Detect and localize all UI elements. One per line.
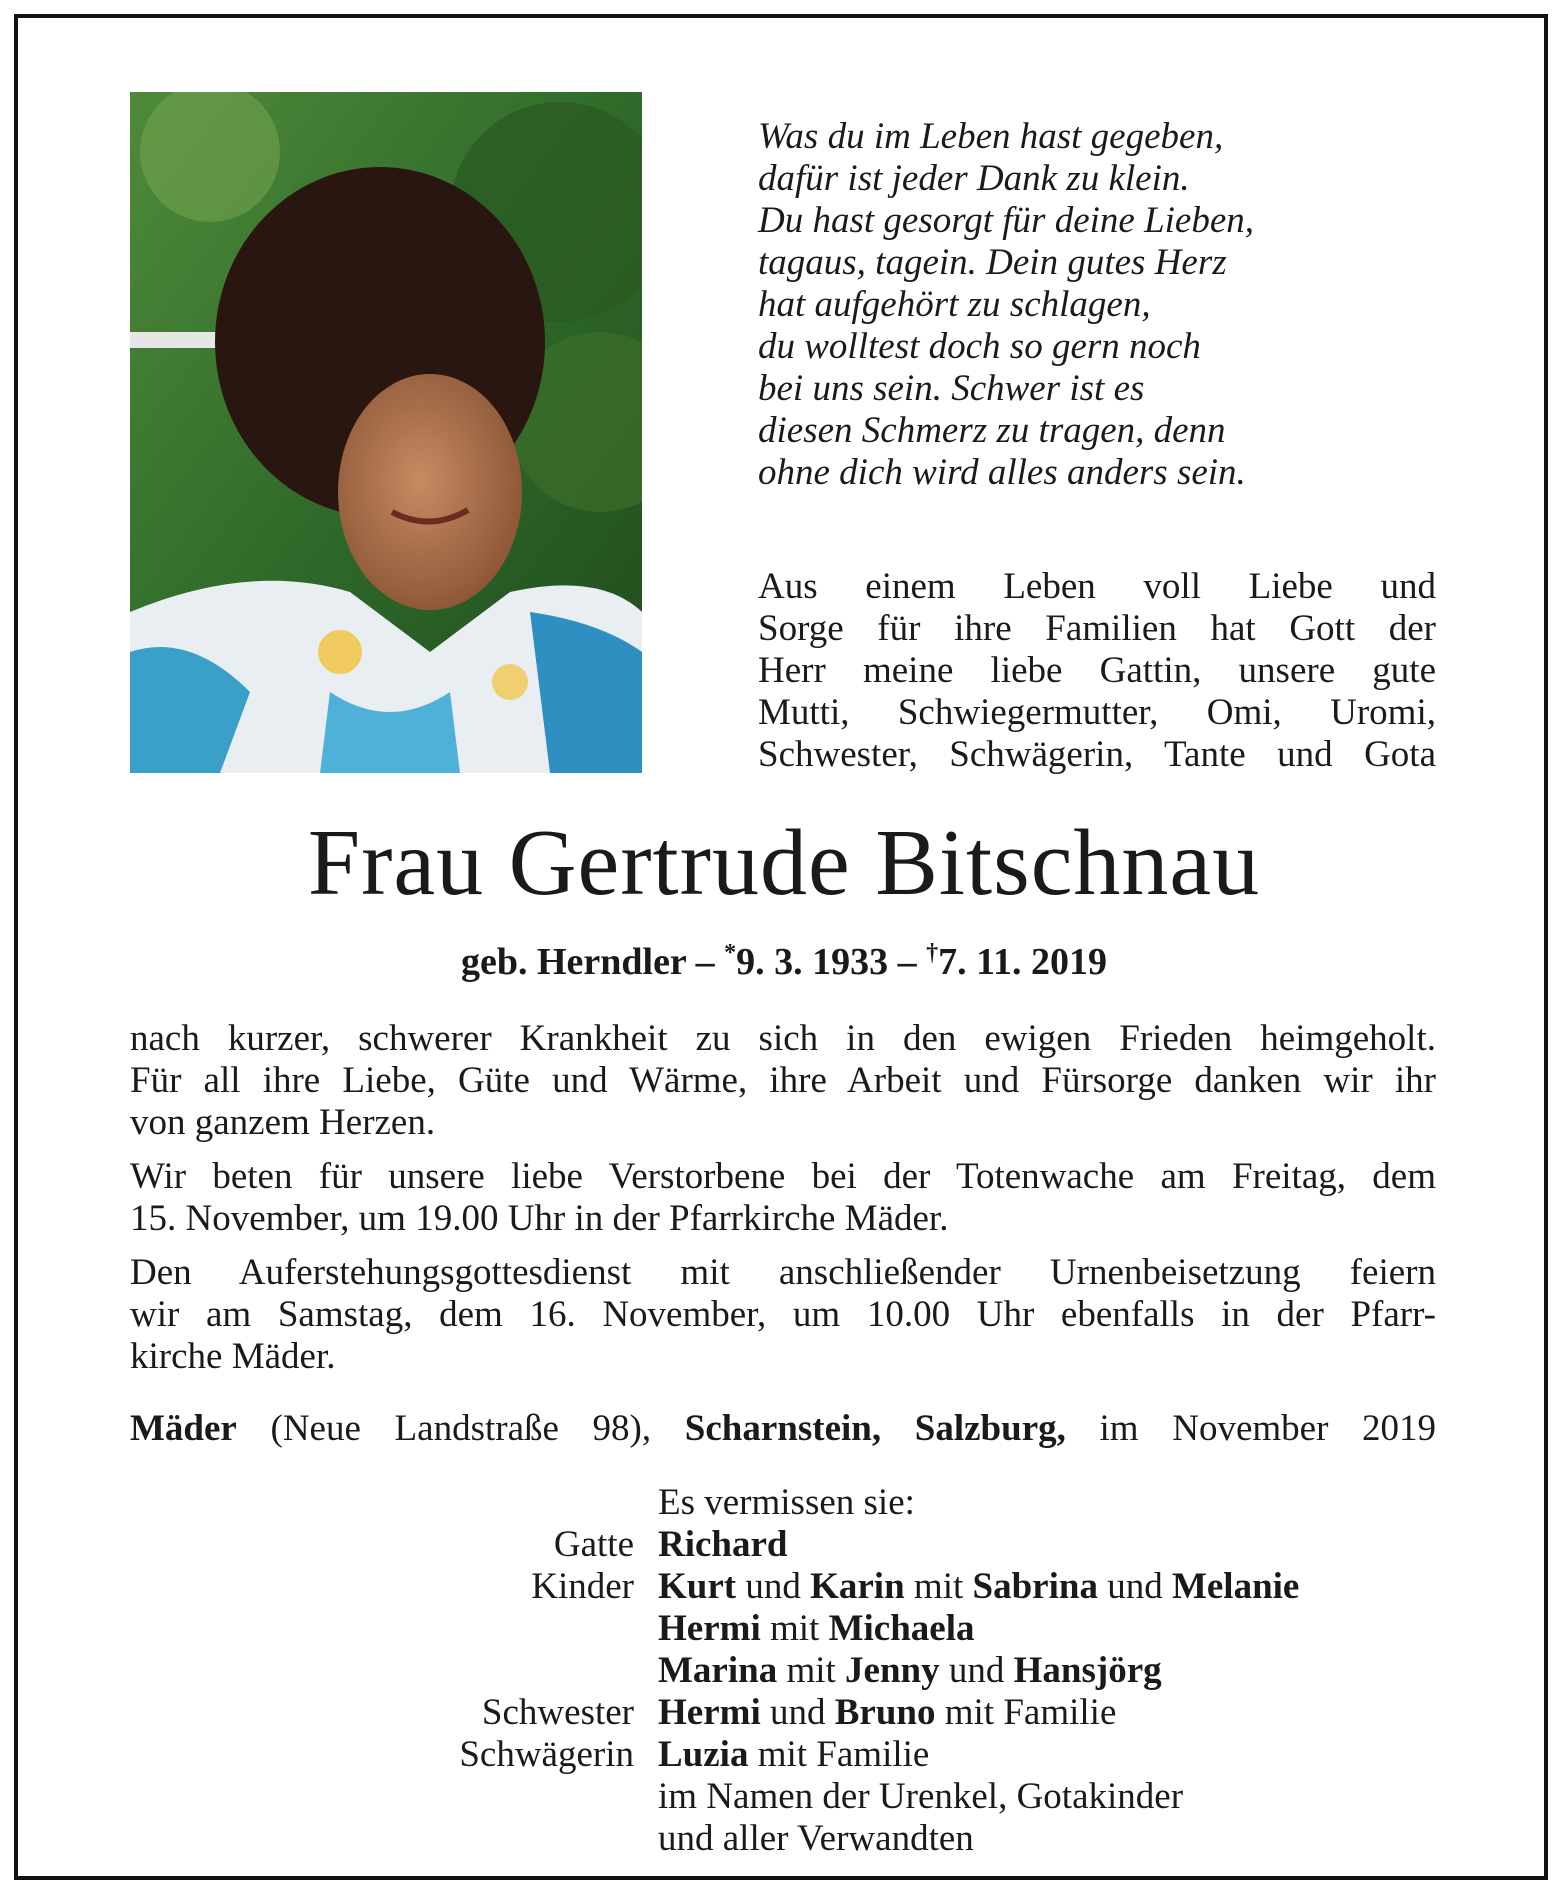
poem-line: hat aufgehört zu schlagen,	[758, 284, 1151, 325]
connector: mit Familie	[757, 1734, 930, 1775]
mourners-closing-row	[300, 1818, 1500, 1860]
mourner-row-kinder	[300, 1566, 1500, 1608]
place-date: im November 2019	[1099, 1408, 1437, 1449]
mourner-row	[300, 1650, 1500, 1692]
poem-line: Du hast gesorgt für deine Lieben,	[758, 200, 1255, 241]
mourner-row-schwester	[300, 1692, 1500, 1734]
text-line: 15. November, um 19.00 Uhr in der Pfarrkirche Mäder.	[130, 1198, 949, 1239]
connector: mit Familie	[944, 1692, 1117, 1733]
intro-line: Schwester, Schwägerin, Tante und Gota	[758, 734, 1436, 775]
mourner-name: Michaela	[828, 1608, 975, 1649]
birth-death-line	[0, 930, 1568, 985]
poem-line: diesen Schmerz zu tragen, denn	[758, 410, 1226, 451]
paragraph-announcement	[130, 1018, 1436, 1144]
poem-line: bei uns sein. Schwer ist es	[758, 368, 1145, 409]
portrait-photo	[130, 92, 642, 773]
relation-label: Kinder	[531, 1566, 634, 1607]
connector: und	[769, 1692, 826, 1733]
mourner-name: Hermi	[658, 1608, 761, 1649]
relation-label: Schwester	[481, 1692, 634, 1733]
dash: –	[897, 941, 917, 983]
connector: mit	[786, 1650, 836, 1691]
poem-line: dafür ist jeder Dank zu klein.	[758, 158, 1190, 199]
mourners-heading: Es vermissen sie:	[658, 1482, 915, 1523]
mourner-name: Karin	[810, 1566, 905, 1607]
poem	[758, 116, 1318, 494]
intro-line: Aus einem Leben voll Liebe und	[758, 566, 1436, 607]
poem-line: Was du im Leben hast gegeben,	[758, 116, 1224, 157]
text-line: wir am Samstag, dem 16. November, um 10.00 Uhr ebenfalls in der Pfarr-	[130, 1294, 1436, 1335]
mourner-name: Sabrina	[972, 1566, 1098, 1607]
poem-line: ohne dich wird alles anders sein.	[758, 452, 1246, 493]
birth-name: geb. Herndler	[460, 941, 687, 983]
text-line: nach kurzer, schwerer Krankheit zu sich in den ewigen Frieden heimgeholt.	[130, 1018, 1436, 1059]
mourners-heading-row	[300, 1482, 1500, 1524]
mourner-name: Jenny	[845, 1650, 940, 1691]
connector: und	[948, 1650, 1005, 1691]
text-line: Den Auferstehungsgottesdienst mit anschließender Urnenbeisetzung feiern	[130, 1252, 1436, 1293]
mourner-name: Melanie	[1171, 1566, 1300, 1607]
intro-line: Mutti, Schwiegermutter, Omi, Uromi,	[758, 692, 1436, 733]
mourner-row	[300, 1608, 1500, 1650]
paragraph-funeral	[130, 1252, 1436, 1378]
mourner-row-schwaegerin	[300, 1734, 1500, 1776]
place-address: (Neue Landstraße 98),	[270, 1408, 652, 1449]
relation-label: Schwägerin	[459, 1734, 634, 1775]
text-line: kirche Mäder.	[130, 1336, 336, 1377]
mourner-row-gatte	[300, 1524, 1500, 1566]
intro-line: Herr meine liebe Gattin, unsere gute	[758, 650, 1436, 691]
paragraph-wake	[130, 1156, 1436, 1240]
text-line: von ganzem Herzen.	[130, 1102, 436, 1143]
mourner-name: Hansjörg	[1013, 1650, 1162, 1691]
closing-line: und aller Verwandten	[658, 1818, 974, 1859]
relation-label: Gatte	[553, 1524, 634, 1565]
place-towns: Scharnstein, Salzburg,	[684, 1408, 1066, 1449]
mourner-name: Kurt	[658, 1566, 737, 1607]
mourners-closing-row	[300, 1776, 1500, 1818]
mourner-name: Hermi	[658, 1692, 761, 1733]
mourner-name: Marina	[658, 1650, 778, 1691]
closing-line: im Namen der Urenkel, Gotakinder	[658, 1776, 1184, 1817]
mourner-name: Bruno	[834, 1692, 936, 1733]
mourner-name: Richard	[658, 1524, 788, 1565]
connector: und	[745, 1566, 801, 1607]
connector: mit	[769, 1608, 820, 1649]
text-line: Wir beten für unsere liebe Verstorbene bei der Totenwache am Freitag, dem	[130, 1156, 1436, 1197]
intro-text	[758, 566, 1436, 776]
connector: und	[1107, 1566, 1163, 1607]
birth-symbol: *	[724, 940, 737, 966]
poem-line: tagaus, tagein. Dein gutes Herz	[758, 242, 1227, 283]
text-line: Für all ihre Liebe, Güte und Wärme, ihre Arbeit und Fürsorge danken wir ihr	[130, 1060, 1436, 1101]
place-town: Mäder	[130, 1408, 237, 1449]
mourner-name: Luzia	[658, 1734, 749, 1775]
death-date: 7. 11. 2019	[938, 941, 1108, 983]
poem-line: du wolltest doch so gern noch	[758, 326, 1201, 367]
place-date-line	[130, 1408, 1436, 1450]
intro-line: Sorge für ihre Familien hat Gott der	[758, 608, 1436, 649]
death-symbol: †	[926, 940, 939, 966]
deceased-name: Frau Gertrude Bitschnau	[307, 811, 1261, 915]
connector: mit	[913, 1566, 964, 1607]
dash: –	[695, 941, 715, 983]
birth-date: 9. 3. 1933	[736, 941, 889, 983]
mourners-list	[300, 1482, 1500, 1860]
body-text	[130, 1018, 1436, 1390]
